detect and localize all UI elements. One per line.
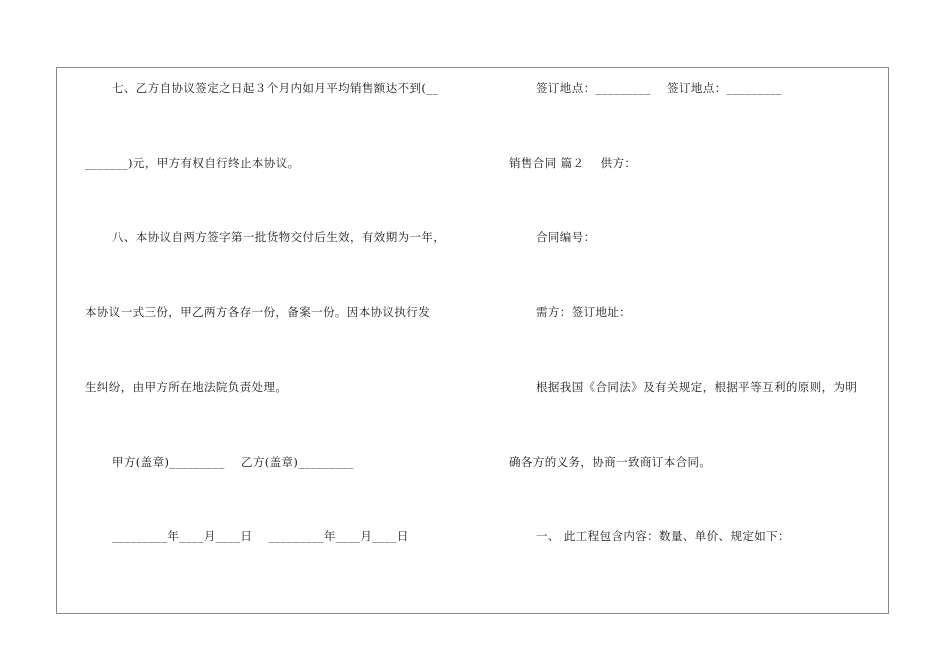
- clause-eight-line2: 本协议一式三份，甲乙两方各存一份，备案一份。因本协议执行发: [85, 305, 431, 319]
- clause-eight-line3: 生纠纷，由甲方所在地法院负责处理。: [85, 380, 288, 394]
- contract-number-line: 合同编号：: [536, 230, 596, 244]
- clause-eight-line1: 八、本协议自两方签字第一批货物交付后生效，有效期为一年，: [112, 230, 446, 244]
- date-line: _________年____月____日 _________年____月____日: [112, 529, 409, 543]
- signing-location-line: 签订地点：_________ 签订地点：_________: [536, 81, 782, 95]
- seal-line: 甲方(盖章)_________ 乙方(盖章)_________: [112, 455, 354, 469]
- contract-title-line: 销售合同 篇２ 供方：: [509, 156, 637, 170]
- buyer-address-line: 需方：签订地址：: [536, 305, 632, 319]
- section-one-heading: 一、 此工程包含内容：数量、单价、规定如下：: [536, 529, 790, 543]
- clause-seven-line1: 七、乙方自协议签定之日起３个月内如月平均销售额达不到(__: [112, 81, 439, 95]
- preamble-line2: 确各方的义务，协商一致商订本合同。: [509, 455, 712, 469]
- preamble-line1: 根据我国《合同法》及有关规定，根据平等互利的原则，为明: [536, 380, 858, 394]
- clause-seven-line2: _______)元，甲方有权自行终止本协议。: [85, 156, 300, 170]
